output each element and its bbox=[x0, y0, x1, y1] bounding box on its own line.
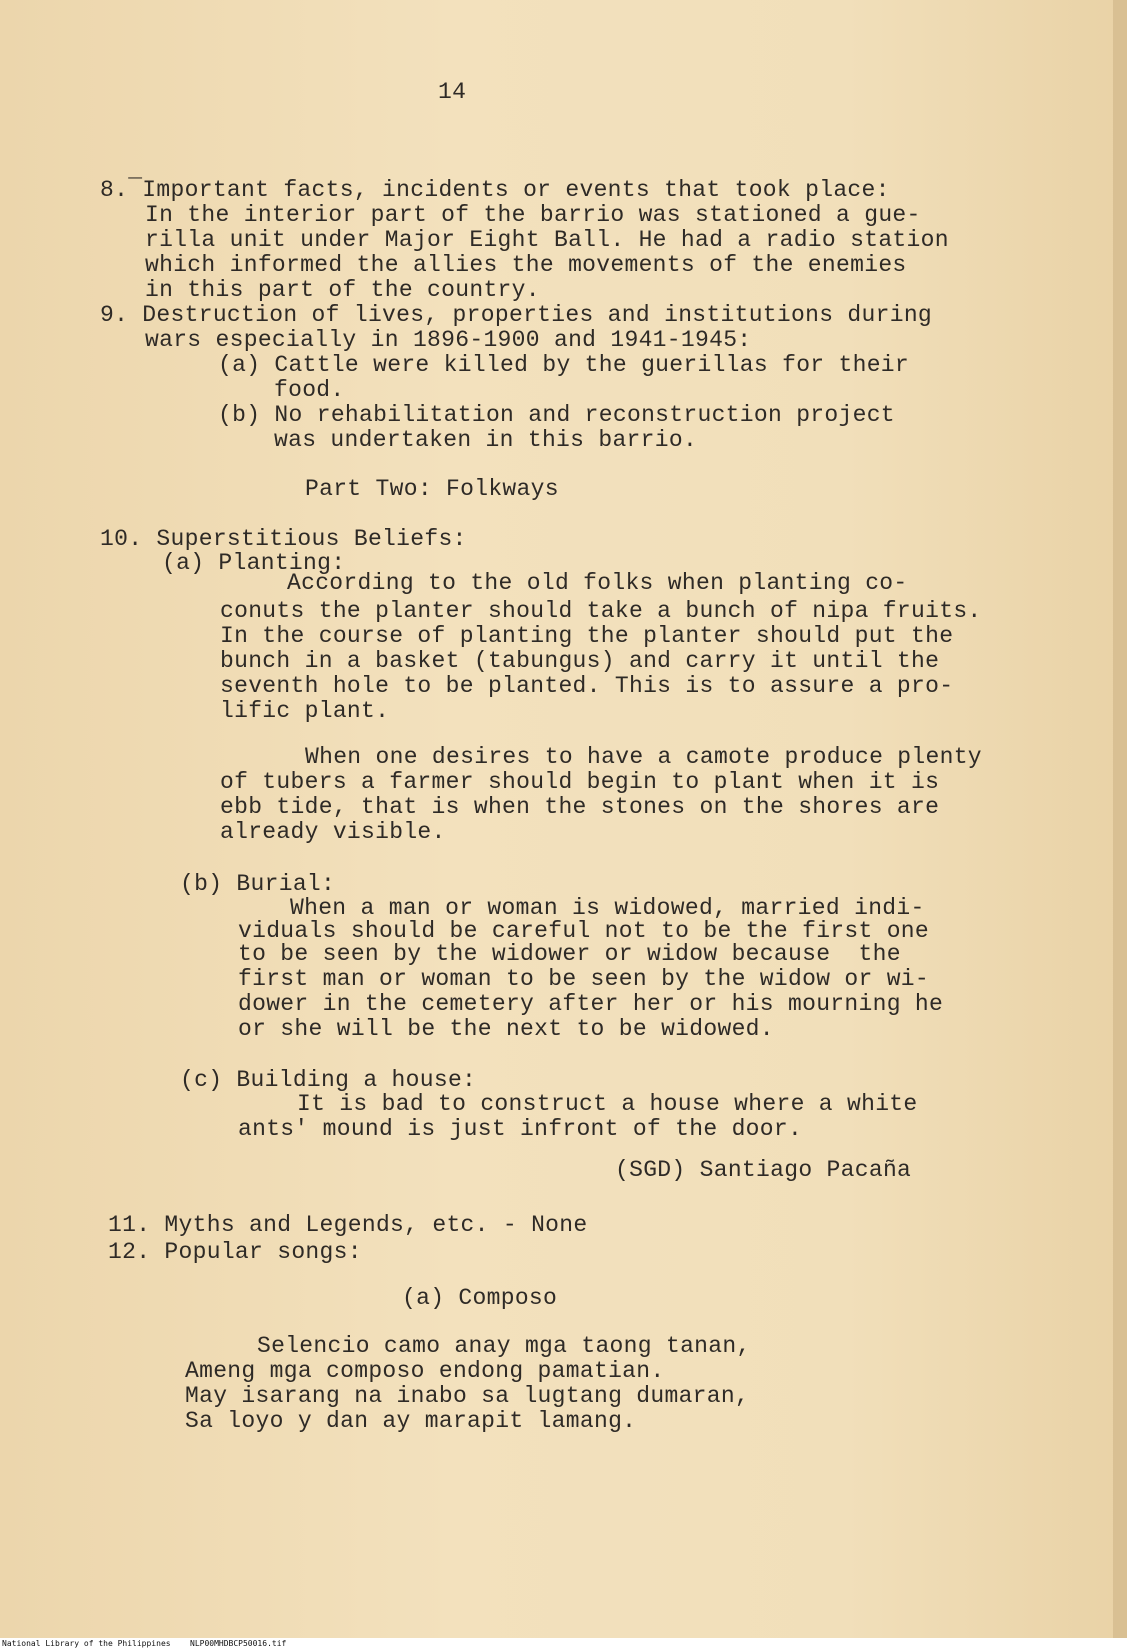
planting-para2-line: of tubers a farmer should begin to plant when it is bbox=[220, 769, 940, 795]
song-line: May isarang na inabo sa lugtang dumaran, bbox=[185, 1383, 750, 1409]
item9-line: (b) No rehabilitation and reconstruction project bbox=[218, 402, 895, 428]
item9-line: wars especially in 1896-1900 and 1941-1945: bbox=[145, 327, 752, 353]
item10-heading: 10. Superstitious Beliefs: bbox=[100, 526, 467, 552]
burial-line: viduals should be careful not to be the first one bbox=[238, 918, 930, 944]
planting-line: According to the old folks when planting co- bbox=[287, 570, 908, 596]
song-line: Selencio camo anay mga taong tanan, bbox=[257, 1333, 751, 1359]
house-line: It is bad to construct a house where a white bbox=[297, 1091, 918, 1117]
song-line: Ameng mga composo endong pamatian. bbox=[185, 1358, 665, 1384]
song-title: (a) Composo bbox=[402, 1285, 558, 1311]
page-number: 14 bbox=[438, 79, 467, 105]
item11: 11. Myths and Legends, etc. - None bbox=[108, 1212, 588, 1238]
item12: 12. Popular songs: bbox=[108, 1239, 362, 1265]
burial-line: first man or woman to be seen by the widow or wi- bbox=[238, 966, 930, 992]
item8-line: 8.¯Important facts, incidents or events that took place: bbox=[100, 177, 890, 203]
song-line: Sa loyo y dan ay marapit lamang. bbox=[185, 1408, 637, 1434]
planting-para2-line: When one desires to have a camote produce plenty bbox=[305, 744, 982, 770]
planting-para2-line: already visible. bbox=[220, 819, 446, 845]
item9-line: (a) Cattle were killed by the guerillas for their bbox=[218, 352, 910, 378]
planting-label: (a) Planting: bbox=[162, 550, 346, 576]
part-two-heading: Part Two: Folkways bbox=[305, 476, 559, 502]
burial-line: dower in the cemetery after her or his mourning he bbox=[238, 991, 944, 1017]
item8-line: rilla unit under Major Eight Ball. He had a radio station bbox=[145, 227, 949, 253]
footer-file: NLP00MHDBCP50016.tif bbox=[190, 1639, 287, 1648]
page-edge bbox=[1113, 0, 1127, 1640]
item8-line: which informed the allies the movements of the enemies bbox=[145, 252, 907, 278]
planting-line: lific plant. bbox=[220, 698, 390, 724]
item9-line: food. bbox=[274, 377, 345, 403]
planting-para2-line: ebb tide, that is when the stones on the shores are bbox=[220, 794, 940, 820]
signature: (SGD) Santiago Pacaña bbox=[615, 1157, 912, 1183]
item8-line: In the interior part of the barrio was stationed a gue- bbox=[145, 202, 921, 228]
footer-library: National Library of the Philippines bbox=[2, 1639, 171, 1648]
planting-line: conuts the planter should take a bunch of nipa fruits. bbox=[220, 598, 982, 624]
burial-line: or she will be the next to be widowed. bbox=[238, 1016, 774, 1042]
item9-line: 9. Destruction of lives, properties and institutions during bbox=[100, 302, 933, 328]
house-line: ants' mound is just infront of the door. bbox=[238, 1116, 803, 1142]
burial-line: to be seen by the widower or widow because the bbox=[238, 941, 901, 967]
item9-line: was undertaken in this barrio. bbox=[274, 427, 698, 453]
house-label: (c) Building a house: bbox=[180, 1067, 477, 1093]
planting-line: seventh hole to be planted. This is to assure a pro- bbox=[220, 673, 954, 699]
planting-line: In the course of planting the planter should put the bbox=[220, 623, 954, 649]
burial-line: When a man or woman is widowed, married indi- bbox=[290, 895, 925, 921]
scan-footer bbox=[0, 1638, 1127, 1650]
burial-label: (b) Burial: bbox=[180, 871, 336, 897]
item8-line: in this part of the country. bbox=[145, 277, 540, 303]
planting-line: bunch in a basket (tabungus) and carry it until the bbox=[220, 648, 940, 674]
